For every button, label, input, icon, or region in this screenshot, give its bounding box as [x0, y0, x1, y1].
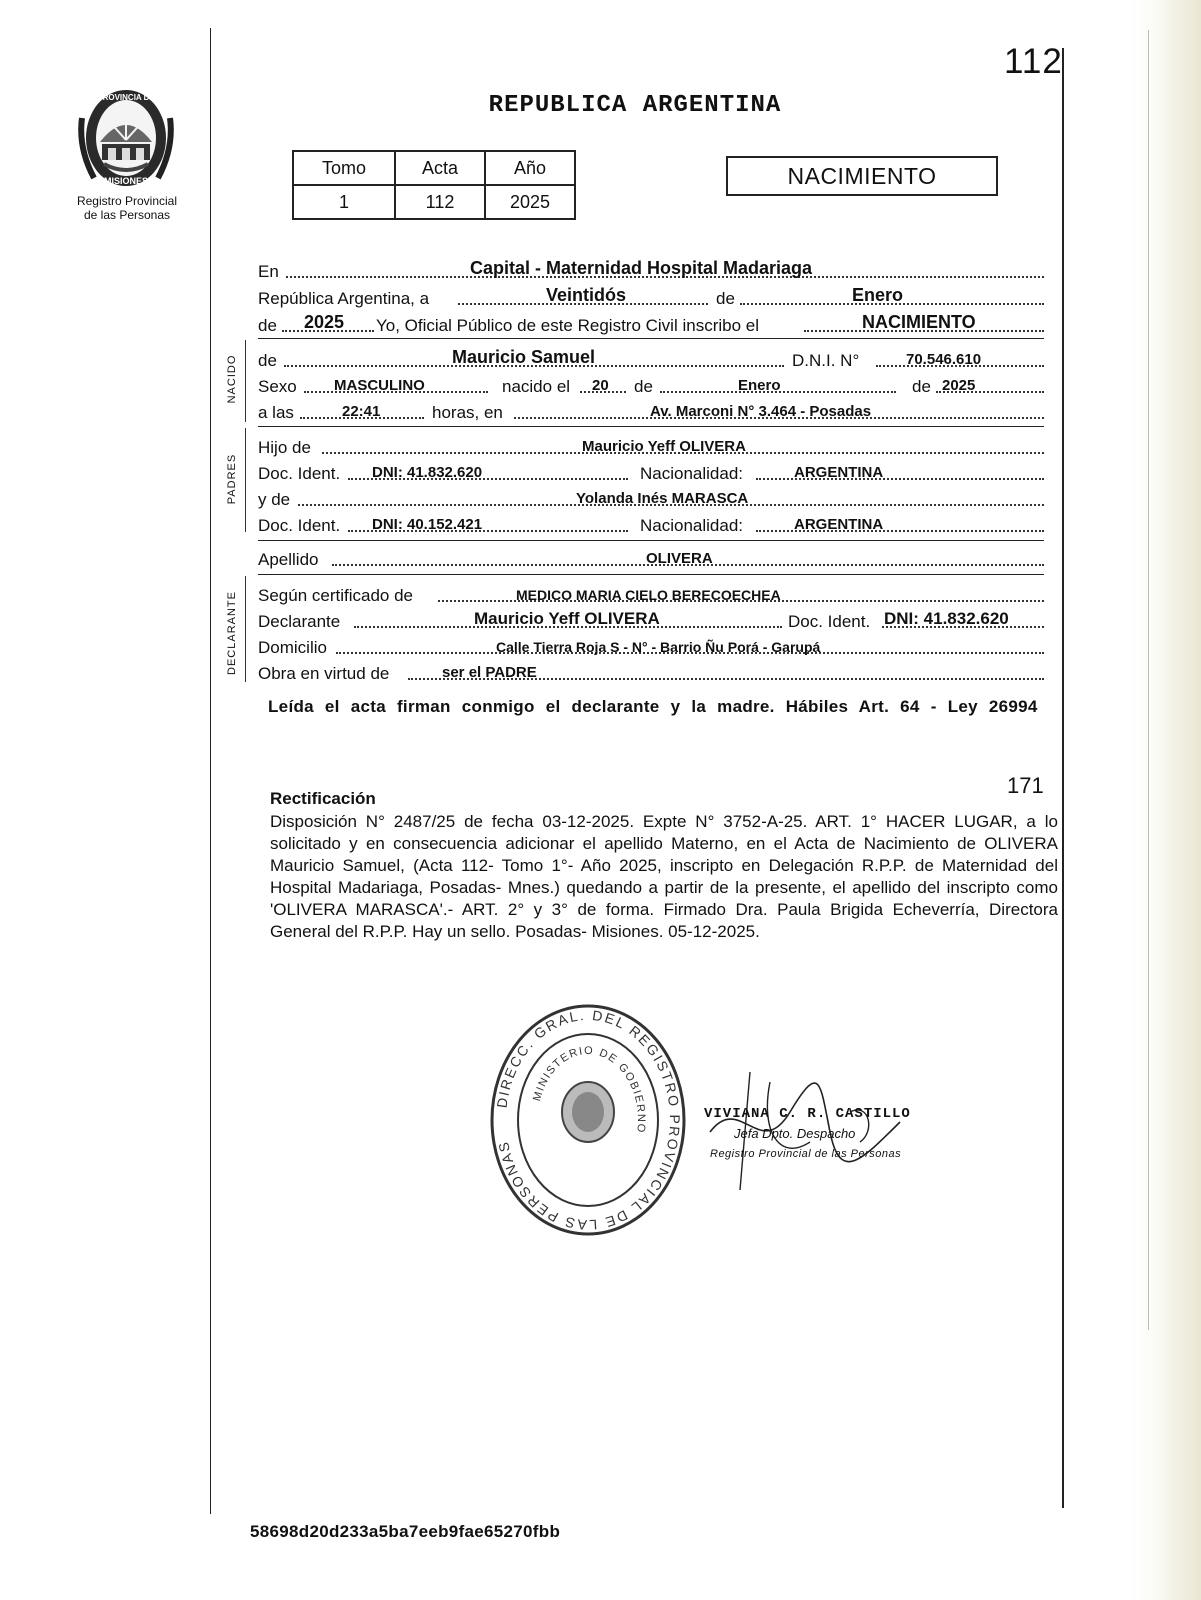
time-value: 22:41 [342, 403, 381, 420]
born-label: nacido el [502, 377, 571, 396]
surname-label: Apellido [258, 550, 319, 569]
acting-label: Obra en virtud de [258, 664, 390, 683]
registry-value-row [293, 185, 575, 219]
declarante-side-bar [245, 576, 246, 682]
official-stamp [486, 1000, 690, 1240]
form-row-place [258, 256, 1044, 282]
mother-label: y de [258, 490, 291, 509]
section-separator [258, 574, 1044, 575]
form-row-domicile [258, 632, 1044, 658]
officer-text: Yo, Oficial Público de este Registro Civil inscribo el [376, 316, 759, 335]
certificate-label: Según certificado de [258, 586, 413, 605]
form-row-year [258, 310, 1044, 336]
name-value: Mauricio Samuel [452, 347, 596, 367]
born-de-label: de [634, 377, 653, 396]
rectification-body: Disposición N° 2487/25 de fecha 03-12-2025. Expte N° 3752-A-25. ART. 1° HACER LUGAR, a lo solicitado y en consecuencia adicionar el apellido Materno, en el Acta de Nacimiento de OLIVERA Mauricio Samuel, (Acta 112- Tomo 1°- Año 2025, inscripto en Delegación R.P.P. de Maternidad del Hospital Madariaga, Posadas- Mnes.) quedando a partir de la presente, el apellido del inscripto como 'OLIVERA MARASCA'.- ART. 2° y 3° de forma. Firmado Dra. Paula Brigida Echeverría, Directora General del R.P.P. Hay un sello. Posadas- Misiones. 05-12-2025. [270, 812, 1058, 941]
seal-bottom-text: MISIONES [103, 176, 149, 186]
logo-caption-line1: Registro Provincial [76, 194, 178, 208]
form-row-father [258, 432, 1044, 458]
father-label: Hijo de [258, 438, 311, 457]
declarant-doc: DNI: 41.832.620 [884, 609, 1009, 628]
stamp-inner-text: MINISTERIO DE GOBIERNO [531, 1044, 648, 1135]
form-row-time [258, 397, 1044, 423]
dni-value: 70.546.610 [906, 351, 982, 368]
left-margin-rule [210, 28, 211, 1514]
country-label: República Argentina, a [258, 289, 430, 308]
domicile-value: Calle Tierra Roja S - N° - Barrio Ñu Porá - Garupá [496, 639, 821, 655]
doc-label: Doc. Ident. [258, 464, 341, 483]
signatory-office: Registro Provincial de las Personas [710, 1148, 902, 1160]
corner-acta-number: 112 [1004, 42, 1063, 81]
form-row-name [258, 345, 1044, 371]
year-value: 2025 [304, 312, 345, 332]
seal-top-text: PROVINCIA DE [97, 93, 155, 102]
padres-section-label: PADRES [226, 453, 238, 505]
dni-label: D.N.I. N° [792, 351, 860, 370]
name-label: de [258, 351, 277, 370]
form-row-sex [258, 371, 1044, 397]
form-row-father-doc [258, 458, 1044, 484]
surname-value: OLIVERA [646, 550, 713, 567]
logo-caption-line2: de las Personas [83, 208, 171, 222]
page-title: REPUBLICA ARGENTINA [488, 92, 782, 119]
province-seal-logo [76, 78, 176, 196]
form-row-date [258, 283, 1044, 309]
hours-label: horas, en [432, 403, 503, 422]
address-value: Av. Marconi N° 3.464 - Posadas [650, 403, 872, 420]
form-row-acting [258, 658, 1044, 684]
registry-header-row [293, 151, 575, 185]
de-label: de [716, 289, 735, 308]
domicile-label: Domicilio [258, 638, 327, 657]
registry-header-tomo: Tomo [293, 151, 395, 185]
padres-side-bar [245, 428, 246, 532]
registry-value-ano: 2025 [485, 185, 575, 219]
nacido-side-bar [245, 340, 246, 422]
section-separator [258, 426, 1044, 427]
form-row-mother [258, 484, 1044, 510]
mother-nationality: ARGENTINA [794, 516, 884, 533]
certificate-value: MEDICO MARIA CIELO BERECOECHEA [516, 587, 781, 603]
logo-caption [55, 194, 199, 222]
registry-table [292, 150, 576, 220]
form-row-mother-doc [258, 510, 1044, 536]
section-separator [258, 540, 1044, 541]
form-row-surname [258, 544, 1044, 570]
mother-nationality-label: Nacionalidad: [640, 516, 744, 535]
declarant-value: Mauricio Yeff OLIVERA [474, 609, 660, 628]
sex-value: MASCULINO [334, 377, 425, 394]
father-nationality: ARGENTINA [794, 464, 884, 481]
form-row-certificate [258, 580, 1044, 606]
document-hash: 58698d20d233a5ba7eeb9fae65270fbb [250, 1522, 561, 1541]
rectification-title: Rectificación [270, 789, 376, 808]
registry-header-acta: Acta [395, 151, 485, 185]
acting-value: ser el PADRE [442, 664, 537, 681]
rectification-page-number: 171 [1007, 773, 1044, 798]
declarant-doc-label: Doc. Ident. [788, 612, 871, 631]
mother-value: Yolanda Inés MARASCA [576, 490, 749, 507]
mother-doc: DNI: 40.152.421 [372, 516, 483, 533]
time-label: a las [258, 403, 294, 422]
born-month: Enero [738, 377, 781, 394]
day-value: Veintidós [546, 285, 627, 305]
father-doc: DNI: 41.832.620 [372, 464, 483, 481]
month-value: Enero [852, 285, 904, 305]
right-margin-rule [1062, 48, 1064, 1508]
signatory-name: VIVIANA C. R. CASTILLO [704, 1106, 911, 1122]
born-de2-label: de [912, 377, 931, 396]
father-value: Mauricio Yeff OLIVERA [582, 438, 746, 455]
de2-label: de [258, 316, 277, 335]
registry-header-ano: Año [485, 151, 575, 185]
registry-value-tomo: 1 [293, 185, 395, 219]
declarant-label: Declarante [258, 612, 341, 631]
stamp-outer-text: DIRECC. GRAL. DEL REGISTRO PROVINCIAL DE LAS PERSONAS [493, 1006, 684, 1234]
sex-label: Sexo [258, 377, 297, 396]
closing-statement: Leída el acta firman conmigo el declarante y la madre. Hábiles Art. 64 - Ley 26994 [268, 697, 1038, 716]
page-edge-rule [1148, 30, 1149, 1330]
registry-value-acta: 112 [395, 185, 485, 219]
signatory-role: Jefa Dpto. Despacho [734, 1126, 856, 1141]
section-separator [258, 338, 1044, 339]
mother-doc-label: Doc. Ident. [258, 516, 341, 535]
page-edge-shadow [1130, 0, 1201, 1600]
nationality-label: Nacionalidad: [640, 464, 744, 483]
declarante-section-label: DECLARANTE [226, 591, 238, 675]
nacido-section-label: NACIDO [226, 354, 238, 404]
record-type-box: NACIMIENTO [726, 156, 998, 196]
place-value: Capital - Maternidad Hospital Madariaga [470, 258, 813, 278]
born-year: 2025 [942, 377, 976, 394]
form-row-declarant [258, 606, 1044, 632]
place-label: En [258, 262, 279, 281]
born-day: 20 [592, 377, 609, 394]
event-value: NACIMIENTO [862, 312, 976, 332]
